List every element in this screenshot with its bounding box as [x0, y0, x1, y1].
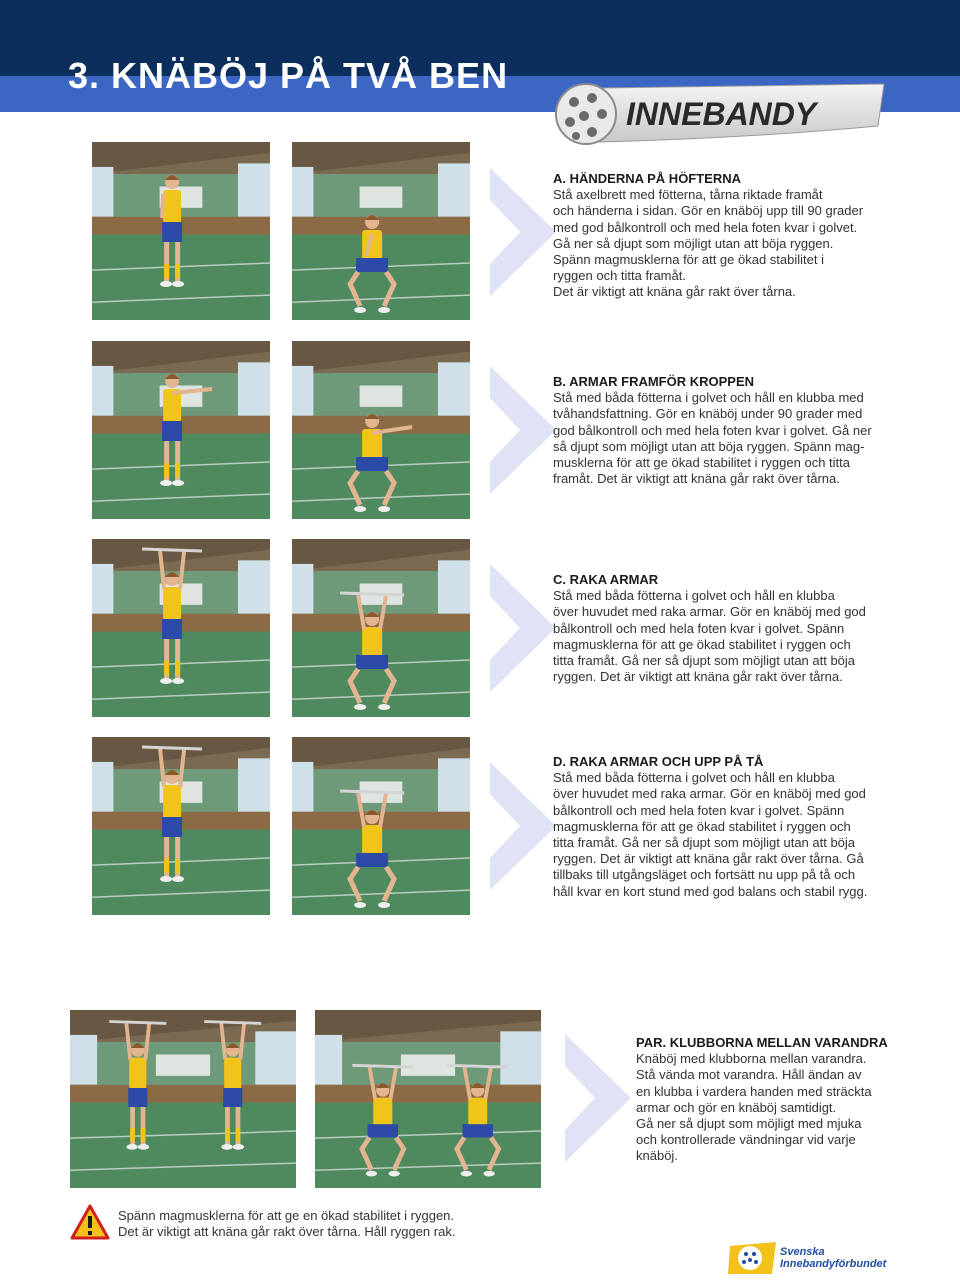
exercise-photo — [92, 737, 270, 915]
exercise-c — [553, 572, 893, 685]
photo-d-start — [92, 737, 270, 915]
federation-ball-icon — [726, 1240, 778, 1276]
exercise-d-title: D. RAKA ARMAR OCH UPP PÅ TÅ — [553, 754, 764, 769]
photo-b-start — [92, 341, 270, 519]
photo-c-squat — [292, 539, 470, 717]
exercise-photo — [292, 539, 470, 717]
photo-a-squat — [292, 142, 470, 320]
warning-text: Spänn magmusklerna för att ge en ökad stabilitet i ryggen. Det är viktigt att knäna går rakt över tårna. Håll ryggen rak. — [118, 1208, 456, 1239]
federation-logo — [726, 1240, 926, 1278]
photo-b-squat — [292, 341, 470, 519]
arrow-d — [490, 762, 556, 890]
exercise-a — [553, 171, 893, 301]
exercise-pair-title: PAR. KLUBBORNA MELLAN VARANDRA — [636, 1035, 888, 1050]
exercise-photo — [315, 1010, 541, 1188]
exercise-d — [553, 754, 893, 900]
federation-name: Svenska Innebandyförbundet — [780, 1246, 887, 1270]
photo-pair-squat — [315, 1010, 541, 1188]
exercise-photo — [292, 341, 470, 519]
exercise-b — [553, 374, 893, 487]
arrow-a — [490, 168, 556, 296]
exercise-photo — [70, 1010, 296, 1188]
exercise-d-body: Stå med båda fötterna i golvet och håll en klubba över huvudet med raka armar. Gör en knäböj med god bålkontroll och med hela foten kvar i golvet. Spänn magmusklerna för att ge ökad stabilitet i ryggen och titta framåt. Gå ner så djupt som möjligt utan att böja ryggen. Det är viktigt att knäna går rakt över tårna. Gå tillbaks till utgångsläget och fortsätt nu upp på tå och håll kvar en kort stund med god balans och stabil rygg. — [553, 770, 868, 899]
photo-a-start — [92, 142, 270, 320]
exercise-b-body: Stå med båda fötterna i golvet och håll en klubba med tvåhandsfattning. Gör en knäböj under 90 grader med god bålkontroll och med hela foten kvar i golvet. Gå ner så djupt som möjligt utan att böja ryggen. Spänn mag- musklerna för att ge ökad stabilitet i ryggen och titta framåt. Det är viktigt att knäna går rakt över tårna. — [553, 390, 872, 487]
logo-word: INNEBANDY — [626, 96, 817, 132]
exercise-c-body: Stå med båda fötterna i golvet och håll en klubba över huvudet med raka armar. Gör en knäböj med god bålkontroll och med hela foten kvar i golvet. Spänn magmusklerna för att ge ökad stabilitet i ryggen och titta framåt. Gå ner så djupt som möjligt utan att böja ryggen. Det är viktigt att knäna går rakt över tårna. — [553, 588, 866, 685]
photo-d-squat — [292, 737, 470, 915]
exercise-c-title: C. RAKA ARMAR — [553, 572, 659, 587]
exercise-photo — [92, 142, 270, 320]
exercise-photo — [292, 142, 470, 320]
exercise-a-body: Stå axelbrett med fötterna, tårna riktade framåt och händerna i sidan. Gör en knäböj upp till 90 grader med god bålkontroll och med hela foten kvar i golvet. Gå ner så djupt som möjligt utan att böja ryggen. Spänn magmusklerna för att ge ökad stabilitet i ryggen och titta framåt. Det är viktigt att knäna går rakt över tårna. — [553, 187, 864, 300]
page-title: 3. KNÄBÖJ PÅ TVÅ BEN — [68, 55, 509, 96]
arrow-c — [490, 564, 556, 692]
exercise-pair — [636, 1035, 926, 1165]
exercise-a-title: A. HÄNDERNA PÅ HÖFTERNA — [553, 171, 742, 186]
exercise-photo — [292, 737, 470, 915]
warning-icon — [70, 1204, 110, 1240]
arrow-pair — [565, 1034, 631, 1162]
exercise-photo — [92, 341, 270, 519]
exercise-b-title: B. ARMAR FRAMFÖR KROPPEN — [553, 374, 755, 389]
innebandy-logo — [550, 80, 890, 152]
exercise-pair-body: Knäböj med klubborna mellan varandra. Stå vända mot varandra. Håll ändan av en klubba i vardera handen med sträckta armar och gör en knäböj samtidigt. Gå ner så djupt som möjligt med mjuka och kontrollerade vändningar vid varje knäböj. — [636, 1051, 872, 1164]
photo-pair-start — [70, 1010, 296, 1188]
photo-c-start — [92, 539, 270, 717]
floorball-icon — [554, 82, 618, 146]
exercise-photo — [92, 539, 270, 717]
arrow-b — [490, 366, 556, 494]
